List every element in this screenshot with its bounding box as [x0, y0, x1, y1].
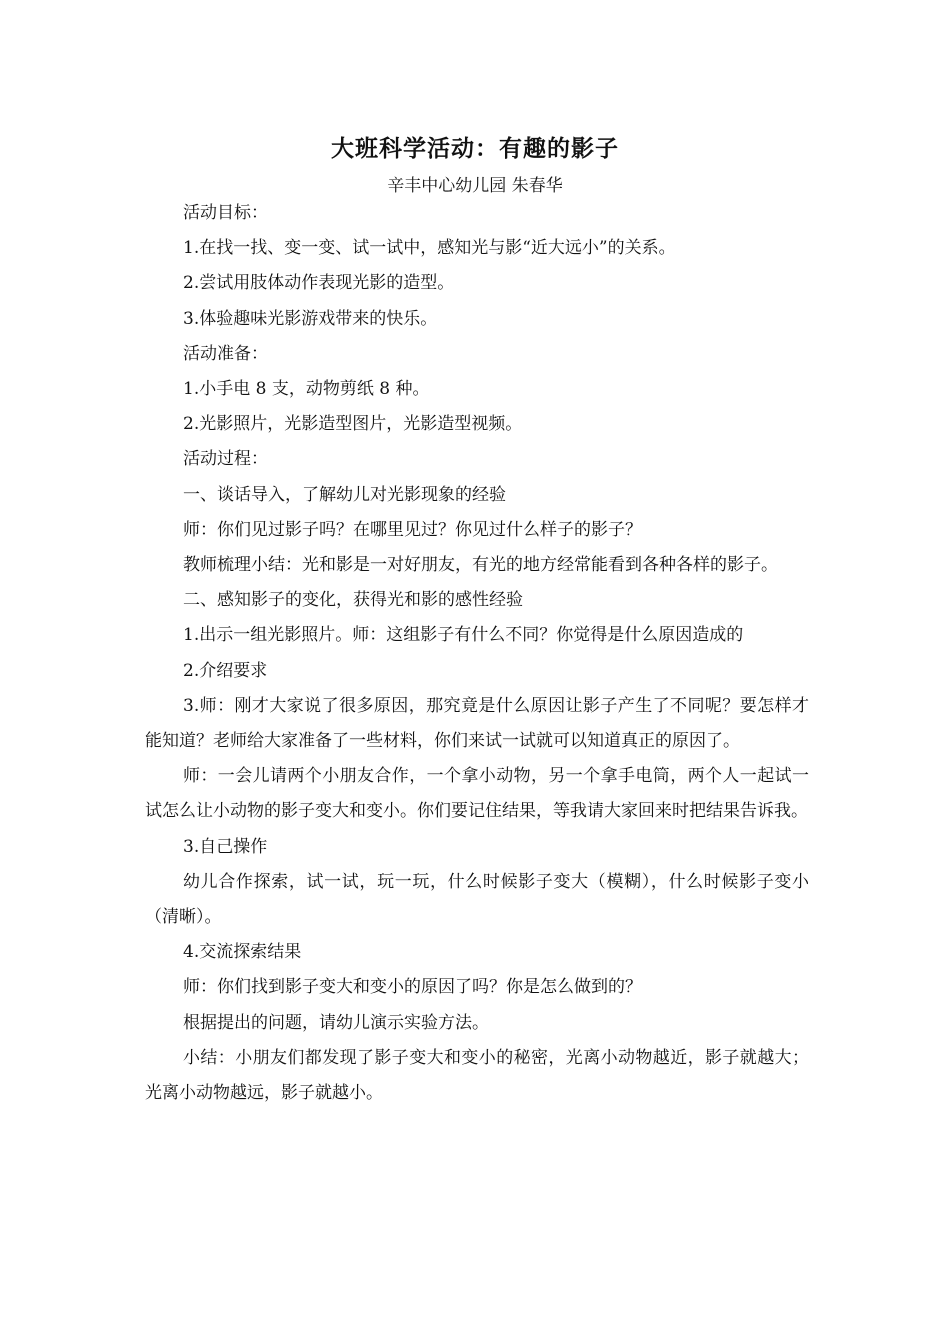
paragraph-section-2-heading: 二、感知影子的变化，获得光和影的感性经验: [183, 590, 523, 611]
paragraph-teacher-question: 师：你们见过影子吗？在哪里见过？你见过什么样子的影子？: [183, 519, 642, 540]
document-author: 辛丰中心幼儿园 朱春华: [387, 176, 563, 196]
paragraph-prep-heading: 活动准备：: [183, 343, 268, 364]
paragraph-step-1: 1.出示一组光影照片。师：这组影子有什么不同？你觉得是什么原因造成的: [183, 625, 744, 646]
paragraph-section-1-heading: 一、谈话导入，了解幼儿对光影现象的经验: [183, 484, 506, 505]
paragraph-goals-heading: 活动目标：: [183, 203, 268, 223]
paragraph-step-3: 3.师：刚才大家说了很多原因，那究竟是什么原因让影子产生了不同呢？要怎样才能知道？老师给大家准备了一些材料，你们来试一试就可以知道真正的原因了。: [145, 695, 809, 752]
document-title: 大班科学活动：有趣的影子: [331, 136, 619, 162]
paragraph-step-4: 4.交流探索结果: [183, 942, 302, 963]
document-body: [145, 196, 809, 1111]
paragraph-step-2: 2.介绍要求: [183, 660, 268, 681]
paragraph-demonstration: 根据提出的问题，请幼儿演示实验方法。: [183, 1012, 489, 1033]
paragraph-conclusion: 小结：小朋友们都发现了影子变大和变小的秘密，光离小动物越近，影子就越大；光离小动物越远，影子就越小。: [145, 1047, 809, 1104]
paragraph-teacher-summary: 教师梳理小结：光和影是一对好朋友，有光的地方经常能看到各种各样的影子。: [183, 555, 778, 576]
paragraph-goal-2: 2.尝试用肢体动作表现光影的造型。: [183, 273, 455, 294]
paragraph-prep-2: 2.光影照片，光影造型图片，光影造型视频。: [183, 414, 523, 435]
paragraph-goal-1: 1.在找一找、变一变、试一试中，感知光与影“近大远小”的关系。: [183, 238, 676, 259]
paragraph-teacher-instructions: 师：一会儿请两个小朋友合作，一个拿小动物，另一个拿手电筒，两个人一起试一试怎么让小动物的影子变大和变小。你们要记住结果，等我请大家回来时把结果告诉我。: [145, 766, 809, 822]
paragraph-prep-1: 1.小手电 8 支，动物剪纸 8 种。: [183, 379, 430, 400]
paragraph-exploration: 幼儿合作探索，试一试，玩一玩，什么时候影子变大（模糊），什么时候影子变小（清晰）。: [145, 871, 809, 928]
paragraph-self-operation: 3.自己操作: [183, 836, 268, 857]
paragraph-teacher-followup: 师：你们找到影子变大和变小的原因了吗？你是怎么做到的？: [183, 977, 642, 998]
paragraph-process-heading: 活动过程：: [183, 449, 268, 470]
paragraph-goal-3: 3.体验趣味光影游戏带来的快乐。: [183, 308, 438, 329]
